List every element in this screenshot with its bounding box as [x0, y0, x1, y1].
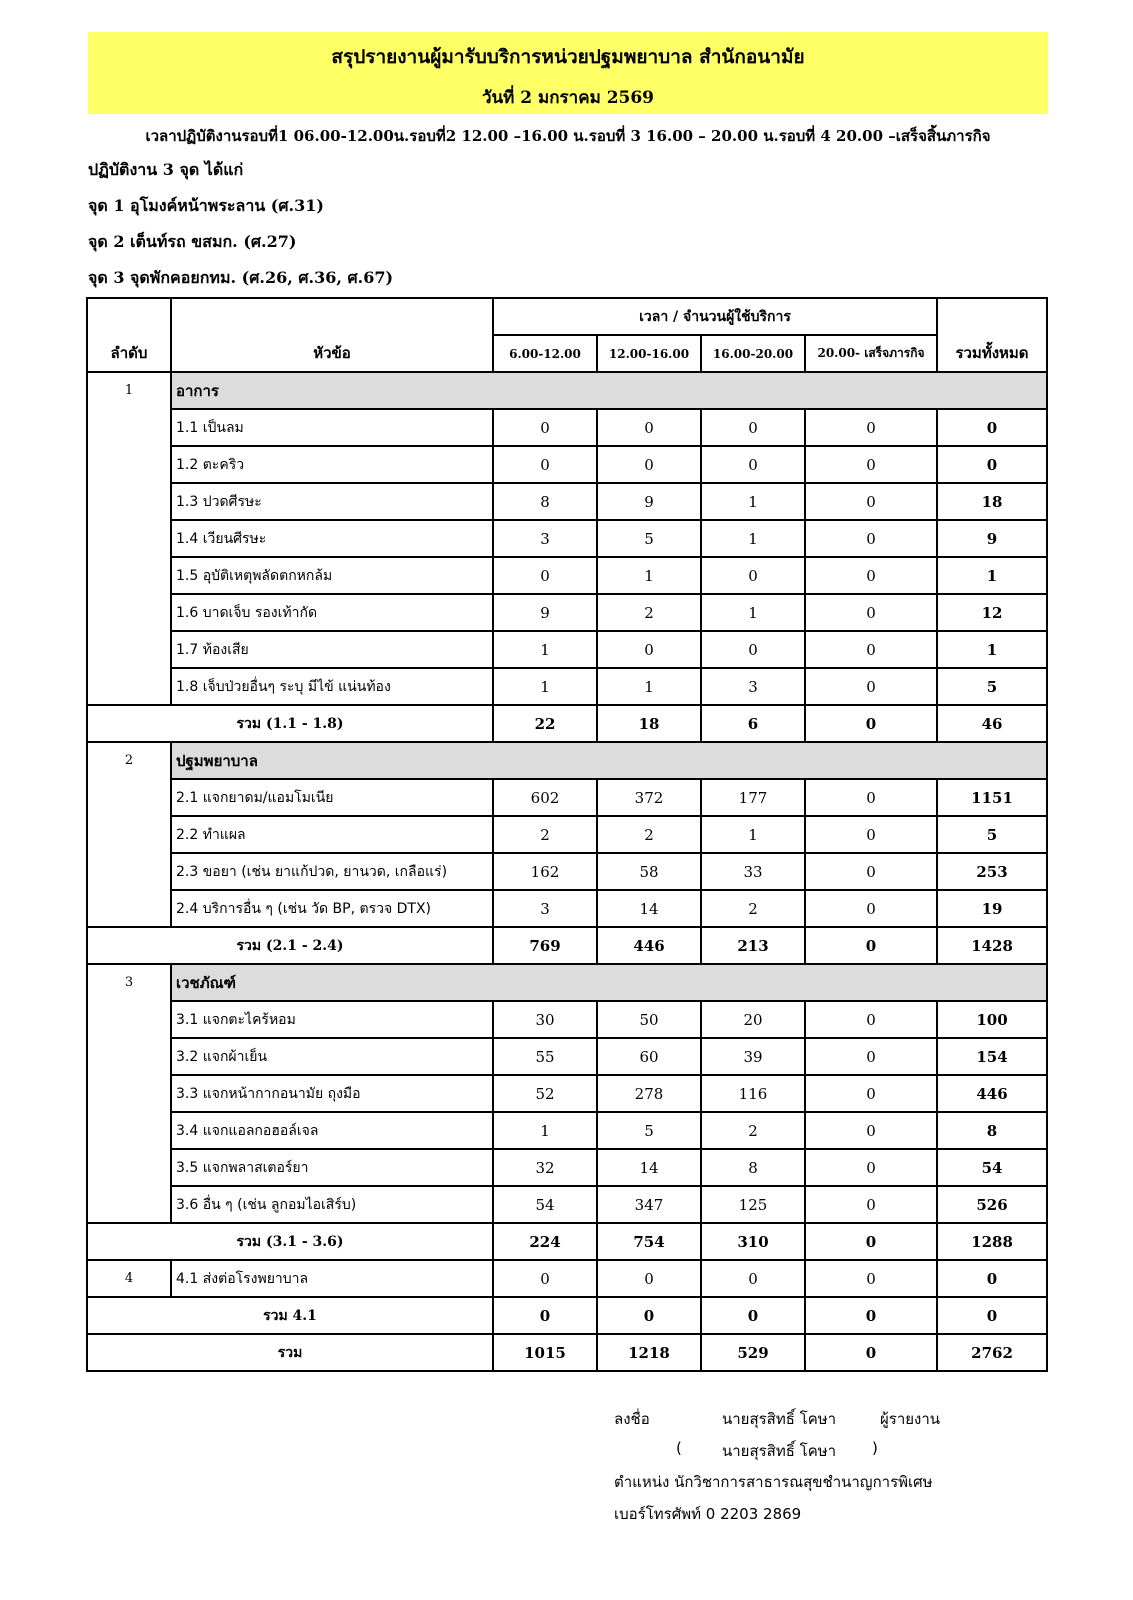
header-slot-3: 16.00-20.00: [701, 335, 805, 372]
table-row: [87, 594, 1047, 631]
row-value-slot-2: 347: [597, 1186, 701, 1223]
row-label: 1.2 ตะคริว: [171, 446, 493, 483]
row-value-slot-4: 0: [805, 1001, 937, 1038]
header-total: รวมทั้งหมด: [937, 298, 1047, 372]
row-value-slot-3: 0: [701, 446, 805, 483]
report-date: วันที่ 2 มกราคม 2569: [481, 88, 655, 108]
service-summary-table: [86, 297, 1048, 1372]
point-3: จุด 3 จุดพักคอยกทม. (ศ.26, ศ.36, ศ.67): [88, 268, 394, 287]
row-value-slot-4: 0: [805, 446, 937, 483]
row-value-slot-4: 0: [805, 668, 937, 705]
section-sum-slot-3: 213: [701, 927, 805, 964]
row-total: 54: [937, 1149, 1047, 1186]
row-value-slot-2: 50: [597, 1001, 701, 1038]
row-total: 9: [937, 520, 1047, 557]
report-title: สรุปรายงานผู้มารับบริการหน่วยปฐมพยาบาล สำนักอนามัย: [331, 46, 805, 68]
working-hours: เวลาปฏิบัติงานรอบที่1 06.00-12.00น.รอบที่2 12.00 –16.00 น.รอบที่ 3 16.00 – 20.00 น.รอบที่ 4 20.00 –เสร็จสิ้นภารกิจ: [145, 127, 991, 145]
row-value-slot-4: 0: [805, 1075, 937, 1112]
row-value-slot-2: 2: [597, 816, 701, 853]
grand-total-slot-1: 1015: [493, 1334, 597, 1371]
row-label: 3.4 แจกแอลกอฮอล์เจล: [171, 1112, 493, 1149]
row-value-slot-3: 0: [701, 557, 805, 594]
row-value-slot-1: 8: [493, 483, 597, 520]
section-number: 2: [87, 742, 171, 927]
row-total: 1: [937, 557, 1047, 594]
table-row: [87, 1186, 1047, 1223]
section-sum-slot-4: 0: [805, 927, 937, 964]
section-sum-label: รวม (1.1 - 1.8): [87, 705, 493, 742]
row-value-slot-4: 0: [805, 816, 937, 853]
points-intro: ปฏิบัติงาน 3 จุด ได้แก่: [88, 160, 244, 179]
row-value-slot-4: 0: [805, 520, 937, 557]
row-value-slot-1: 3: [493, 890, 597, 927]
row-value-slot-4: 0: [805, 1260, 937, 1297]
section-header-row: [87, 742, 1047, 779]
row-label: 1.6 บาดเจ็บ รองเท้ากัด: [171, 594, 493, 631]
section-title: อาการ: [171, 372, 1047, 409]
row-label: 1.1 เป็นลม: [171, 409, 493, 446]
row-total: 8: [937, 1112, 1047, 1149]
row-value-slot-1: 1: [493, 631, 597, 668]
row-value-slot-1: 52: [493, 1075, 597, 1112]
row-value-slot-1: 1: [493, 668, 597, 705]
reporter-role: ผู้รายงาน: [880, 1410, 941, 1428]
section-title: เวชภัณฑ์: [171, 964, 1047, 1001]
section-number: 4: [87, 1260, 171, 1297]
row-value-slot-2: 14: [597, 890, 701, 927]
row-value-slot-4: 0: [805, 1112, 937, 1149]
row-total: 154: [937, 1038, 1047, 1075]
row-total: 5: [937, 816, 1047, 853]
table-row: [87, 668, 1047, 705]
row-value-slot-3: 3: [701, 668, 805, 705]
row-value-slot-2: 14: [597, 1149, 701, 1186]
table-row: [87, 1001, 1047, 1038]
row-value-slot-1: 30: [493, 1001, 597, 1038]
row-value-slot-2: 1: [597, 668, 701, 705]
section-sum-slot-4: 0: [805, 1297, 937, 1334]
table-row: [87, 483, 1047, 520]
grand-total-label: รวม: [87, 1334, 493, 1371]
section-sum-slot-3: 0: [701, 1297, 805, 1334]
row-label: 3.1 แจกตะไคร้หอม: [171, 1001, 493, 1038]
row-value-slot-1: 0: [493, 446, 597, 483]
row-value-slot-1: 2: [493, 816, 597, 853]
section-sum-slot-1: 22: [493, 705, 597, 742]
reporter-position: ตำแหน่ง นักวิชาการสาธารณสุขชำนาญการพิเศษ: [614, 1473, 933, 1491]
section-number: 3: [87, 964, 171, 1223]
section-number: 1: [87, 372, 171, 705]
table-row: [87, 409, 1047, 446]
title-banner: [88, 32, 1048, 114]
point-2: จุด 2 เต็นท์รถ ขสมก. (ศ.27): [88, 232, 297, 251]
reporter-name: นายสุรสิทธิ์ โคษา: [722, 1410, 837, 1428]
table-row: [87, 1112, 1047, 1149]
section-sum-total: 46: [937, 705, 1047, 742]
row-label: 1.4 เวียนศีรษะ: [171, 520, 493, 557]
row-value-slot-4: 0: [805, 594, 937, 631]
table-row: [87, 631, 1047, 668]
row-value-slot-4: 0: [805, 483, 937, 520]
row-value-slot-3: 39: [701, 1038, 805, 1075]
grand-total-slot-2: 1218: [597, 1334, 701, 1371]
section-sum-slot-2: 446: [597, 927, 701, 964]
row-value-slot-3: 1: [701, 483, 805, 520]
table-row: [87, 779, 1047, 816]
row-label: 2.1 แจกยาดม/แอมโมเนีย: [171, 779, 493, 816]
row-value-slot-4: 0: [805, 631, 937, 668]
row-value-slot-4: 0: [805, 557, 937, 594]
row-value-slot-3: 2: [701, 890, 805, 927]
row-value-slot-2: 278: [597, 1075, 701, 1112]
row-total: 5: [937, 668, 1047, 705]
section-sum-label: รวม (3.1 - 3.6): [87, 1223, 493, 1260]
row-value-slot-1: 32: [493, 1149, 597, 1186]
row-value-slot-2: 1: [597, 557, 701, 594]
table-row: [87, 1149, 1047, 1186]
row-label: 2.2 ทำแผล: [171, 816, 493, 853]
row-total: 0: [937, 446, 1047, 483]
row-value-slot-1: 1: [493, 1112, 597, 1149]
section-header-row: [87, 372, 1047, 409]
row-value-slot-2: 2: [597, 594, 701, 631]
row-value-slot-2: 0: [597, 1260, 701, 1297]
row-total: 0: [937, 1260, 1047, 1297]
row-total: 526: [937, 1186, 1047, 1223]
row-value-slot-3: 0: [701, 631, 805, 668]
section-sum-total: 1288: [937, 1223, 1047, 1260]
row-value-slot-3: 0: [701, 1260, 805, 1297]
table-row: [87, 853, 1047, 890]
row-value-slot-4: 0: [805, 779, 937, 816]
section-sum-slot-1: 0: [493, 1297, 597, 1334]
row-value-slot-2: 0: [597, 446, 701, 483]
table-row: [87, 1260, 1047, 1297]
table-row: [87, 816, 1047, 853]
grand-total-row: [87, 1334, 1047, 1371]
grand-total-slot-4: 0: [805, 1334, 937, 1371]
row-label: 3.2 แจกผ้าเย็น: [171, 1038, 493, 1075]
row-value-slot-2: 58: [597, 853, 701, 890]
row-value-slot-3: 177: [701, 779, 805, 816]
section-sum-slot-2: 754: [597, 1223, 701, 1260]
row-value-slot-3: 0: [701, 409, 805, 446]
row-value-slot-2: 5: [597, 1112, 701, 1149]
row-total: 100: [937, 1001, 1047, 1038]
reporter-phone: เบอร์โทรศัพท์ 0 2203 2869: [614, 1505, 802, 1523]
row-value-slot-4: 0: [805, 1186, 937, 1223]
section-sum-row: [87, 705, 1047, 742]
section-sum-slot-3: 310: [701, 1223, 805, 1260]
point-1: จุด 1 อุโมงค์หน้าพระลาน (ศ.31): [88, 196, 324, 215]
grand-total-value: 2762: [937, 1334, 1047, 1371]
row-value-slot-1: 55: [493, 1038, 597, 1075]
row-value-slot-3: 2: [701, 1112, 805, 1149]
section-sum-total: 0: [937, 1297, 1047, 1334]
row-value-slot-2: 0: [597, 409, 701, 446]
row-value-slot-2: 9: [597, 483, 701, 520]
row-total: 446: [937, 1075, 1047, 1112]
section-sum-slot-1: 769: [493, 927, 597, 964]
row-value-slot-2: 5: [597, 520, 701, 557]
row-value-slot-4: 0: [805, 1038, 937, 1075]
row-total: 0: [937, 409, 1047, 446]
row-value-slot-3: 1: [701, 594, 805, 631]
row-value-slot-4: 0: [805, 1149, 937, 1186]
close-paren: ): [872, 1439, 878, 1457]
row-value-slot-3: 1: [701, 520, 805, 557]
reporter-name-print: นายสุรสิทธิ์ โคษา: [722, 1442, 837, 1460]
row-value-slot-1: 3: [493, 520, 597, 557]
row-value-slot-2: 0: [597, 631, 701, 668]
row-value-slot-3: 33: [701, 853, 805, 890]
header-slot-2: 12.00-16.00: [597, 335, 701, 372]
row-label: 1.5 อุบัติเหตุพลัดตกหกล้ม: [171, 557, 493, 594]
section-sum-total: 1428: [937, 927, 1047, 964]
row-value-slot-2: 372: [597, 779, 701, 816]
row-value-slot-4: 0: [805, 409, 937, 446]
table-row: [87, 1075, 1047, 1112]
row-value-slot-2: 60: [597, 1038, 701, 1075]
section-sum-slot-4: 0: [805, 1223, 937, 1260]
header-slot-4: 20.00- เสร็จภารกิจ: [805, 335, 937, 372]
row-value-slot-3: 20: [701, 1001, 805, 1038]
header-sequence: ลำดับ: [87, 298, 171, 372]
table-row: [87, 890, 1047, 927]
section-sum-row: [87, 1223, 1047, 1260]
row-label: 1.7 ท้องเสีย: [171, 631, 493, 668]
table-row: [87, 557, 1047, 594]
section-sum-slot-2: 0: [597, 1297, 701, 1334]
row-label: 4.1 ส่งต่อโรงพยาบาล: [171, 1260, 493, 1297]
row-value-slot-3: 125: [701, 1186, 805, 1223]
row-total: 19: [937, 890, 1047, 927]
row-value-slot-4: 0: [805, 853, 937, 890]
table-row: [87, 520, 1047, 557]
row-total: 1: [937, 631, 1047, 668]
row-label: 1.8 เจ็บป่วยอื่นๆ ระบุ มีไข้ แน่นท้อง: [171, 668, 493, 705]
table-row: [87, 1038, 1047, 1075]
row-label: 2.4 บริการอื่น ๆ (เช่น วัด BP, ตรวจ DTX): [171, 890, 493, 927]
row-value-slot-4: 0: [805, 890, 937, 927]
section-sum-slot-4: 0: [805, 705, 937, 742]
section-sum-row: [87, 1297, 1047, 1334]
header-topic: หัวข้อ: [171, 298, 493, 372]
row-value-slot-3: 8: [701, 1149, 805, 1186]
row-total: 1151: [937, 779, 1047, 816]
row-value-slot-1: 54: [493, 1186, 597, 1223]
section-sum-slot-1: 224: [493, 1223, 597, 1260]
section-sum-label: รวม (2.1 - 2.4): [87, 927, 493, 964]
row-label: 3.3 แจกหน้ากากอนามัย ถุงมือ: [171, 1075, 493, 1112]
row-value-slot-1: 9: [493, 594, 597, 631]
row-label: 1.3 ปวดศีรษะ: [171, 483, 493, 520]
row-label: 2.3 ขอยา (เช่น ยาแก้ปวด, ยานวด, เกลือแร่): [171, 853, 493, 890]
row-total: 12: [937, 594, 1047, 631]
row-value-slot-1: 162: [493, 853, 597, 890]
row-value-slot-1: 0: [493, 409, 597, 446]
row-total: 18: [937, 483, 1047, 520]
row-value-slot-3: 116: [701, 1075, 805, 1112]
row-total: 253: [937, 853, 1047, 890]
table-row: [87, 446, 1047, 483]
row-label: 3.6 อื่น ๆ (เช่น ลูกอมไอเสิร์บ): [171, 1186, 493, 1223]
open-paren: (: [676, 1439, 682, 1457]
section-title: ปฐมพยาบาล: [171, 742, 1047, 779]
grand-total-slot-3: 529: [701, 1334, 805, 1371]
section-sum-slot-2: 18: [597, 705, 701, 742]
section-sum-label: รวม 4.1: [87, 1297, 493, 1334]
row-value-slot-1: 602: [493, 779, 597, 816]
section-header-row: [87, 964, 1047, 1001]
section-sum-slot-3: 6: [701, 705, 805, 742]
sign-label: ลงชื่อ: [614, 1410, 650, 1428]
row-value-slot-1: 0: [493, 1260, 597, 1297]
header-period: เวลา / จำนวนผู้ใช้บริการ: [493, 298, 937, 335]
row-value-slot-1: 0: [493, 557, 597, 594]
header-slot-1: 6.00-12.00: [493, 335, 597, 372]
row-label: 3.5 แจกพลาสเตอร์ยา: [171, 1149, 493, 1186]
row-value-slot-3: 1: [701, 816, 805, 853]
section-sum-row: [87, 927, 1047, 964]
